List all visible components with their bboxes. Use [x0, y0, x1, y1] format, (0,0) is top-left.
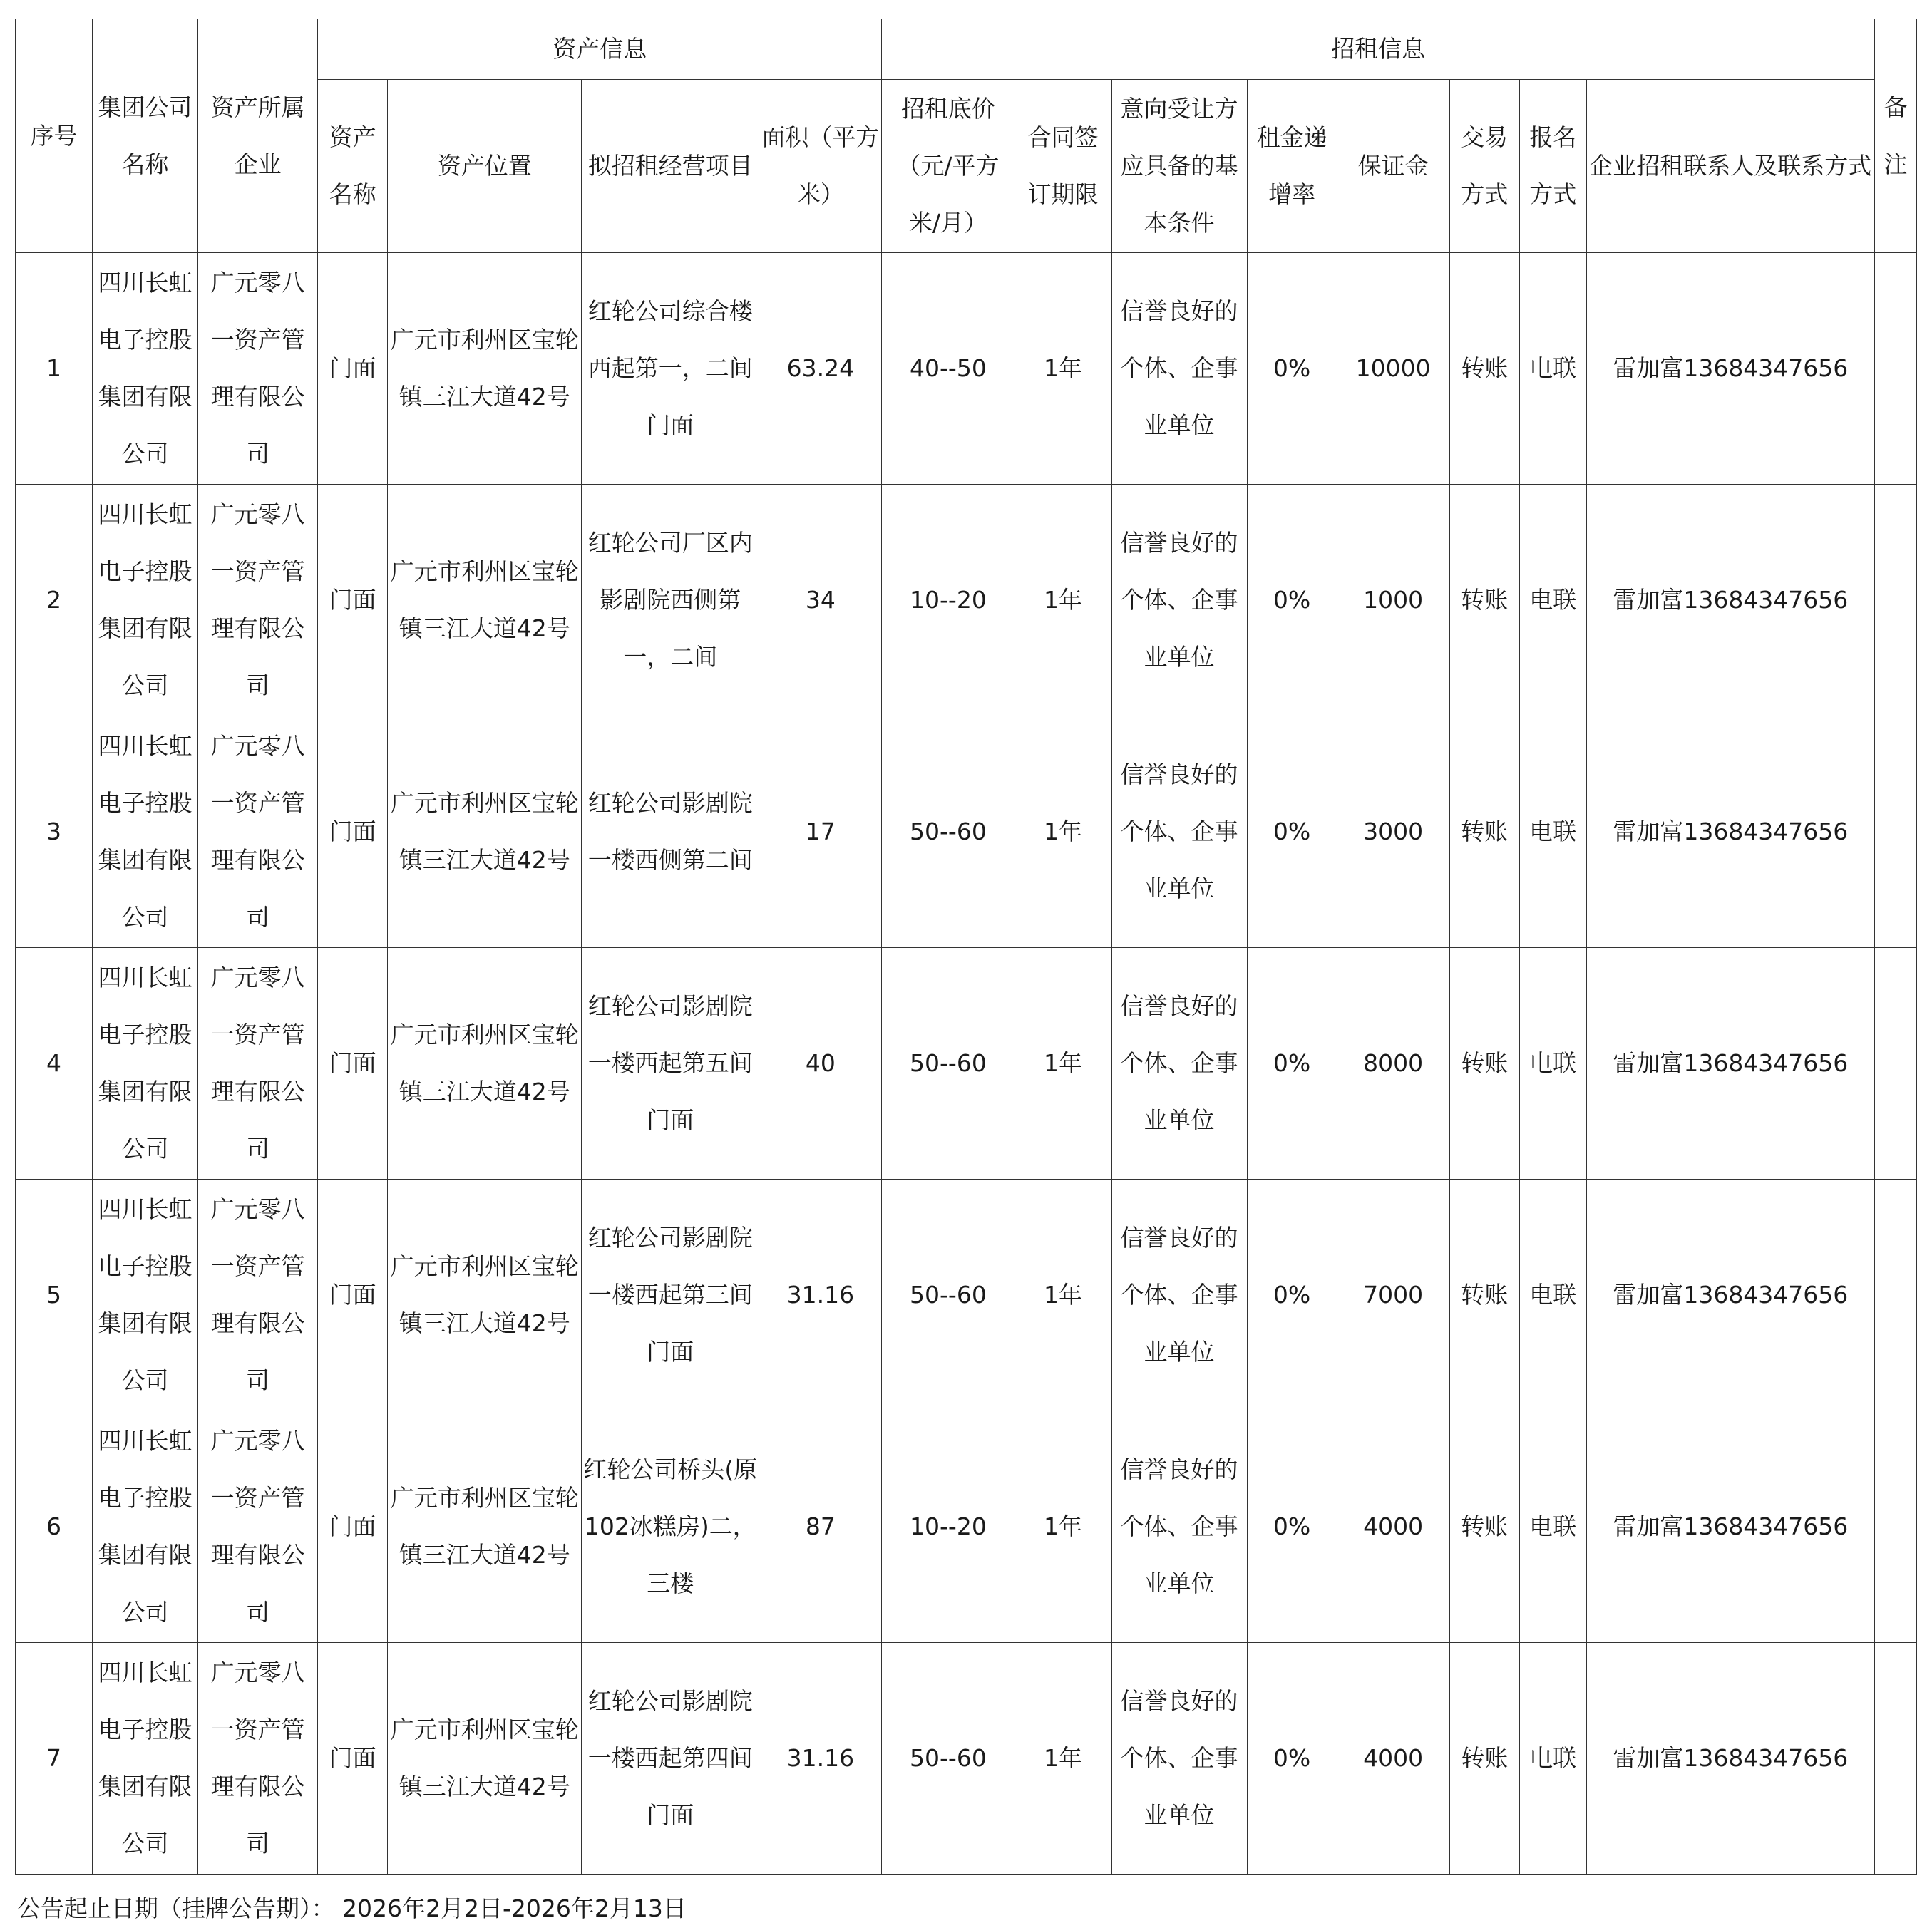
cell-contract-term: 1年 [1014, 253, 1111, 485]
cell-business-project: 红轮公司影剧院一楼西侧第二间 [582, 716, 759, 948]
cell-deposit: 4000 [1337, 1643, 1449, 1875]
cell-trade-method: 转账 [1449, 485, 1519, 716]
header-leasing-info: 招租信息 [882, 19, 1874, 80]
cell-asset-name: 门面 [318, 1411, 388, 1643]
cell-rent-increase: 0% [1247, 948, 1337, 1180]
cell-deposit: 3000 [1337, 716, 1449, 948]
cell-asset-location: 广元市利州区宝轮镇三江大道42号 [388, 1411, 582, 1643]
cell-seq: 7 [16, 1643, 93, 1875]
cell-group-company: 四川长虹电子控股集团有限公司 [93, 1643, 198, 1875]
notice-period-text: 公告起止日期（挂牌公告期）： 2026年2月2日-2026年2月13日 [17, 1895, 687, 1922]
table-row [16, 1643, 1917, 1875]
cell-group-company: 四川长虹电子控股集团有限公司 [93, 1180, 198, 1411]
cell-contract-term: 1年 [1014, 1411, 1111, 1643]
cell-contract-term: 1年 [1014, 1643, 1111, 1875]
cell-seq: 4 [16, 948, 93, 1180]
cell-qualifications: 信誉良好的个体、企事业单位 [1111, 253, 1247, 485]
cell-owner-company: 广元零八一资产管理有限公司 [198, 1180, 318, 1411]
cell-rent-increase: 0% [1247, 716, 1337, 948]
cell-asset-location: 广元市利州区宝轮镇三江大道42号 [388, 716, 582, 948]
cell-seq: 5 [16, 1180, 93, 1411]
cell-signup-method: 电联 [1519, 1411, 1586, 1643]
cell-remark [1874, 253, 1916, 485]
cell-signup-method: 电联 [1519, 948, 1586, 1180]
cell-contract-term: 1年 [1014, 716, 1111, 948]
cell-group-company: 四川长虹电子控股集团有限公司 [93, 485, 198, 716]
header-base-price: 招租底价（元/平方米/月） [882, 80, 1014, 253]
table-row [16, 1411, 1917, 1643]
header-group-company: 集团公司名称 [93, 19, 198, 253]
cell-group-company: 四川长虹电子控股集团有限公司 [93, 1411, 198, 1643]
header-remarks: 备注 [1874, 19, 1916, 253]
header-asset-info: 资产信息 [318, 19, 882, 80]
cell-deposit: 1000 [1337, 485, 1449, 716]
cell-contact: 雷加富13684347656 [1586, 1180, 1874, 1411]
cell-contact: 雷加富13684347656 [1586, 485, 1874, 716]
cell-area: 31.16 [759, 1180, 882, 1411]
cell-business-project: 红轮公司厂区内影剧院西侧第一，二间 [582, 485, 759, 716]
header-qualifications: 意向受让方应具备的基本条件 [1111, 80, 1247, 253]
cell-signup-method: 电联 [1519, 253, 1586, 485]
cell-owner-company: 广元零八一资产管理有限公司 [198, 1643, 318, 1875]
cell-rent-increase: 0% [1247, 1180, 1337, 1411]
cell-owner-company: 广元零八一资产管理有限公司 [198, 716, 318, 948]
cell-area: 63.24 [759, 253, 882, 485]
header-trade-method: 交易方式 [1449, 80, 1519, 253]
cell-area: 34 [759, 485, 882, 716]
header-signup-method: 报名方式 [1519, 80, 1586, 253]
cell-area: 31.16 [759, 1643, 882, 1875]
cell-signup-method: 电联 [1519, 485, 1586, 716]
cell-base-price: 10--20 [882, 1411, 1014, 1643]
cell-seq: 1 [16, 253, 93, 485]
cell-base-price: 40--50 [882, 253, 1014, 485]
cell-deposit: 10000 [1337, 253, 1449, 485]
cell-asset-name: 门面 [318, 253, 388, 485]
header-business-project: 拟招租经营项目 [582, 80, 759, 253]
cell-group-company: 四川长虹电子控股集团有限公司 [93, 948, 198, 1180]
cell-business-project: 红轮公司影剧院一楼西起第三间门面 [582, 1180, 759, 1411]
cell-trade-method: 转账 [1449, 1411, 1519, 1643]
cell-group-company: 四川长虹电子控股集团有限公司 [93, 716, 198, 948]
header-contract-term: 合同签订期限 [1014, 80, 1111, 253]
cell-remark [1874, 1180, 1916, 1411]
cell-trade-method: 转账 [1449, 253, 1519, 485]
cell-qualifications: 信誉良好的个体、企事业单位 [1111, 485, 1247, 716]
cell-deposit: 4000 [1337, 1411, 1449, 1643]
cell-owner-company: 广元零八一资产管理有限公司 [198, 253, 318, 485]
cell-area: 17 [759, 716, 882, 948]
cell-asset-name: 门面 [318, 948, 388, 1180]
cell-asset-name: 门面 [318, 1643, 388, 1875]
cell-rent-increase: 0% [1247, 253, 1337, 485]
cell-qualifications: 信誉良好的个体、企事业单位 [1111, 1180, 1247, 1411]
cell-signup-method: 电联 [1519, 1180, 1586, 1411]
table-row [16, 485, 1917, 716]
cell-trade-method: 转账 [1449, 716, 1519, 948]
cell-rent-increase: 0% [1247, 1411, 1337, 1643]
cell-business-project: 红轮公司桥头(原102冰糕房)二，三楼 [582, 1411, 759, 1643]
cell-deposit: 8000 [1337, 948, 1449, 1180]
cell-owner-company: 广元零八一资产管理有限公司 [198, 485, 318, 716]
cell-area: 87 [759, 1411, 882, 1643]
cell-rent-increase: 0% [1247, 1643, 1337, 1875]
cell-remark [1874, 948, 1916, 1180]
cell-asset-location: 广元市利州区宝轮镇三江大道42号 [388, 253, 582, 485]
cell-rent-increase: 0% [1247, 485, 1337, 716]
header-area: 面积（平方米） [759, 80, 882, 253]
cell-base-price: 50--60 [882, 1180, 1014, 1411]
table-row [16, 716, 1917, 948]
header-owner-company: 资产所属企业 [198, 19, 318, 253]
cell-seq: 2 [16, 485, 93, 716]
cell-qualifications: 信誉良好的个体、企事业单位 [1111, 716, 1247, 948]
header-asset-name: 资产名称 [318, 80, 388, 253]
header-group-row [16, 19, 1917, 80]
cell-contact: 雷加富13684347656 [1586, 253, 1874, 485]
asset-leasing-table [15, 19, 1917, 1875]
cell-asset-location: 广元市利州区宝轮镇三江大道42号 [388, 1180, 582, 1411]
cell-qualifications: 信誉良好的个体、企事业单位 [1111, 1411, 1247, 1643]
cell-asset-name: 门面 [318, 1180, 388, 1411]
cell-base-price: 50--60 [882, 716, 1014, 948]
cell-trade-method: 转账 [1449, 948, 1519, 1180]
cell-contact: 雷加富13684347656 [1586, 948, 1874, 1180]
cell-business-project: 红轮公司综合楼西起第一，二间门面 [582, 253, 759, 485]
cell-contract-term: 1年 [1014, 948, 1111, 1180]
cell-area: 40 [759, 948, 882, 1180]
header-seq: 序号 [16, 19, 93, 253]
cell-qualifications: 信誉良好的个体、企事业单位 [1111, 1643, 1247, 1875]
cell-seq: 3 [16, 716, 93, 948]
cell-asset-location: 广元市利州区宝轮镇三江大道42号 [388, 1643, 582, 1875]
cell-trade-method: 转账 [1449, 1643, 1519, 1875]
cell-remark [1874, 716, 1916, 948]
cell-asset-name: 门面 [318, 716, 388, 948]
cell-base-price: 10--20 [882, 485, 1014, 716]
cell-contact: 雷加富13684347656 [1586, 716, 1874, 948]
cell-owner-company: 广元零八一资产管理有限公司 [198, 948, 318, 1180]
cell-group-company: 四川长虹电子控股集团有限公司 [93, 253, 198, 485]
cell-remark [1874, 1643, 1916, 1875]
cell-asset-name: 门面 [318, 485, 388, 716]
table-row [16, 948, 1917, 1180]
cell-asset-location: 广元市利州区宝轮镇三江大道42号 [388, 485, 582, 716]
cell-signup-method: 电联 [1519, 716, 1586, 948]
cell-contract-term: 1年 [1014, 485, 1111, 716]
cell-business-project: 红轮公司影剧院一楼西起第四间门面 [582, 1643, 759, 1875]
table-row [16, 253, 1917, 485]
header-contact: 企业招租联系人及联系方式 [1586, 80, 1874, 253]
cell-contact: 雷加富13684347656 [1586, 1411, 1874, 1643]
header-asset-location: 资产位置 [388, 80, 582, 253]
cell-asset-location: 广元市利州区宝轮镇三江大道42号 [388, 948, 582, 1180]
cell-seq: 6 [16, 1411, 93, 1643]
cell-qualifications: 信誉良好的个体、企事业单位 [1111, 948, 1247, 1180]
header-deposit: 保证金 [1337, 80, 1449, 253]
cell-deposit: 7000 [1337, 1180, 1449, 1411]
cell-trade-method: 转账 [1449, 1180, 1519, 1411]
cell-business-project: 红轮公司影剧院一楼西起第五间门面 [582, 948, 759, 1180]
cell-signup-method: 电联 [1519, 1643, 1586, 1875]
cell-contract-term: 1年 [1014, 1180, 1111, 1411]
cell-owner-company: 广元零八一资产管理有限公司 [198, 1411, 318, 1643]
cell-remark [1874, 1411, 1916, 1643]
cell-contact: 雷加富13684347656 [1586, 1643, 1874, 1875]
cell-remark [1874, 485, 1916, 716]
header-rent-increase: 租金递增率 [1247, 80, 1337, 253]
table-row [16, 1180, 1917, 1411]
cell-base-price: 50--60 [882, 948, 1014, 1180]
cell-base-price: 50--60 [882, 1643, 1014, 1875]
